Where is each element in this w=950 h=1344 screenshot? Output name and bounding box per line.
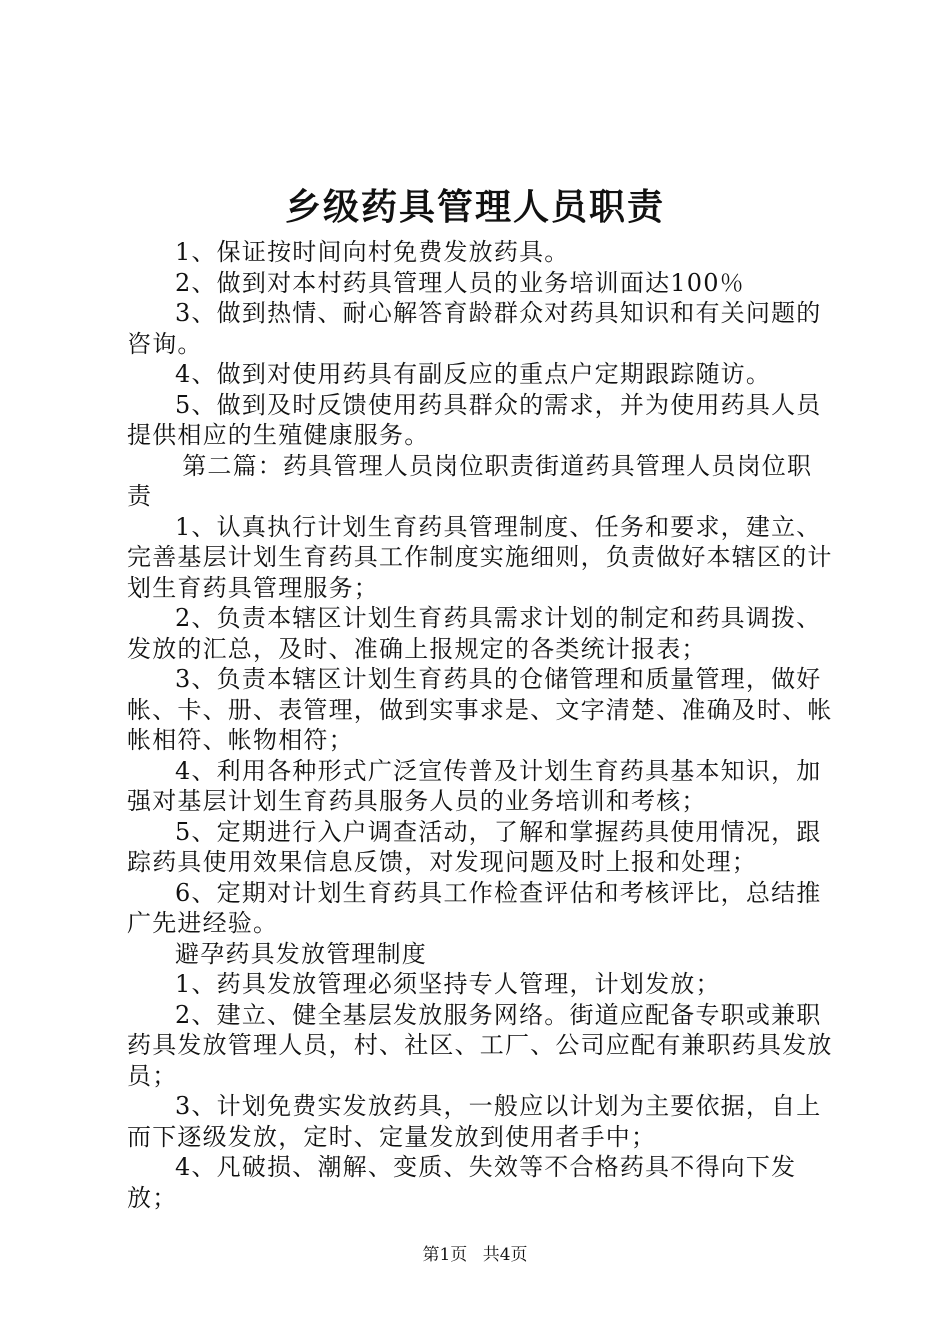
paragraph: 1、保证按时间向村免费发放药具。 [175, 238, 570, 266]
paragraph: 3、负责本辖区计划生育药具的仓储管理和质量管理，做好帐、卡、册、表管理，做到实事求是、文字清楚、准确及时、帐帐相符、帐物相符； [127, 665, 833, 754]
document-title: 乡级药具管理人员职责 [284, 187, 665, 228]
paragraph: 避孕药具发放管理制度 [175, 939, 427, 968]
paragraph: 5、定期进行入户调查活动，了解和掌握药具使用情况，跟踪药具使用效果信息反馈，对发现问题及时上报和处理； [127, 817, 822, 876]
paragraph: 1、药具发放管理必须坚持专人管理，计划发放； [175, 970, 721, 998]
paragraph: 4、凡破损、潮解、变质、失效等不合格药具不得向下发放； [127, 1153, 797, 1212]
page-total: 共4页 [482, 1245, 528, 1265]
document-body [127, 237, 835, 1213]
paragraph: 2、做到对本村药具管理人员的业务培训面达100％ [175, 268, 745, 297]
paragraph: 3、做到热情、耐心解答育龄群众对药具知识和有关问题的咨询。 [127, 299, 822, 358]
paragraph: 6、定期对计划生育药具工作检查评估和考核评比，总结推广先进经验。 [127, 878, 822, 937]
section-heading: 第二篇：药具管理人员岗位职责街道药具管理人员岗位职责 [127, 451, 813, 510]
paragraph: 1、认真执行计划生育药具管理制度、任务和要求，建立、完善基层计划生育药具工作制度实施细则，负责做好本辖区的计划生育药具管理服务； [127, 512, 833, 602]
paragraph: 4、利用各种形式广泛宣传普及计划生育药具基本知识，加强对基层计划生育药具服务人员的业务培训和考核； [127, 756, 822, 815]
paragraph: 5、做到及时反馈使用药具群众的需求，并为使用药具人员提供相应的生殖健康服务。 [127, 390, 822, 449]
paragraph: 2、负责本辖区计划生育药具需求计划的制定和药具调拨、发放的汇总，及时、准确上报规定的各类统计报表； [127, 604, 822, 663]
paragraph: 3、计划免费实发放药具，一般应以计划为主要依据，自上而下逐级发放，定时、定量发放到使用者手中； [127, 1092, 822, 1151]
paragraph: 4、做到对使用药具有副反应的重点户定期跟踪随访。 [175, 360, 772, 388]
paragraph: 2、建立、健全基层发放服务网络。街道应配备专职或兼职药具发放管理人员，村、社区、工厂、公司应配有兼职药具发放员； [127, 1000, 833, 1090]
page-footer [0, 1244, 950, 1266]
page-number: 第1页 [422, 1245, 468, 1265]
